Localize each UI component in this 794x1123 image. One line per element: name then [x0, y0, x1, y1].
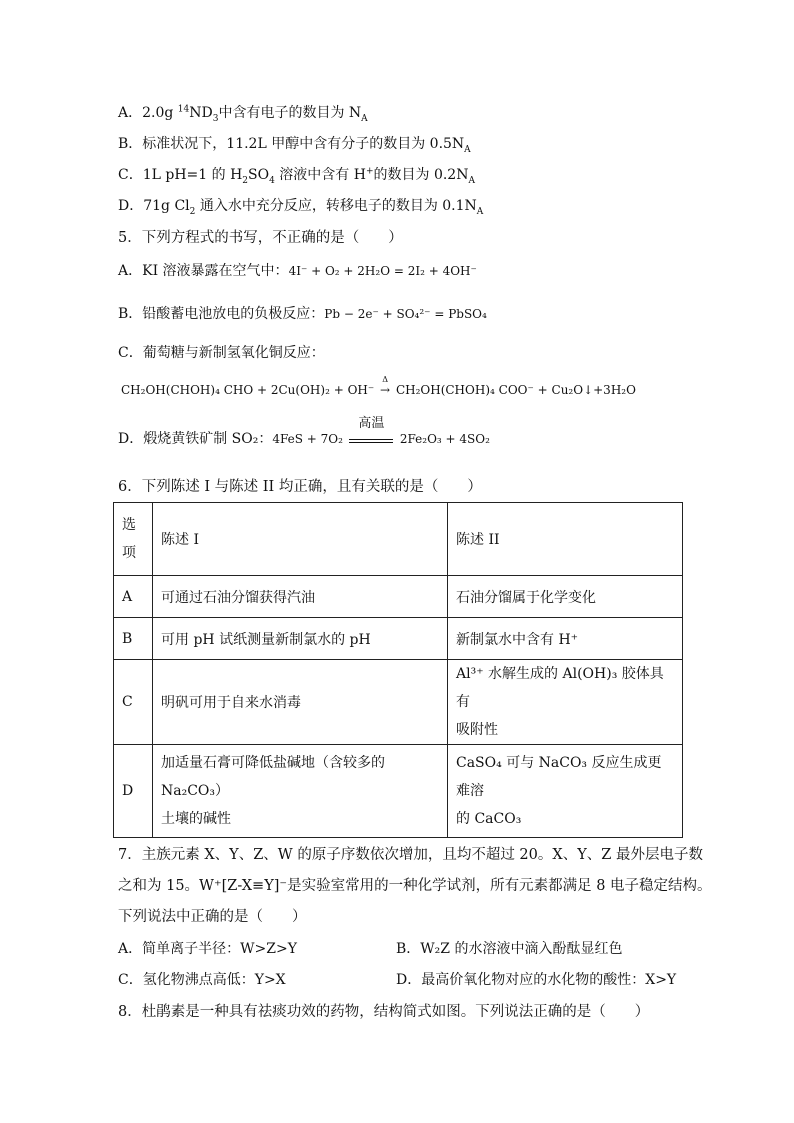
q4-option-b: B．标准状况下，11.2L 甲醇中含有分子的数目为 $0.5N_A$ [118, 136, 471, 155]
q7-option-a: A．简单离子半径：W>Z>Y [118, 941, 297, 957]
table-row [114, 576, 683, 618]
statement-2-cell: 新制氯水中含有 H⁺ [448, 618, 683, 660]
q4-option-d: D．71g $Cl_2$ 通入水中充分反应，转移电子的数目为 $0.1N_A$ [118, 198, 484, 217]
statement-1-cell: 可通过石油分馏获得汽油 [153, 576, 448, 618]
option-cell: D [114, 745, 153, 838]
q5-option-d: D．煅烧黄铁矿制 SO₂：4FeS + 7O₂ 高温 2Fe₂O₃ + 4SO₂ [118, 416, 490, 447]
q6-table [113, 502, 683, 838]
q4-option-c: C．1L pH=1 的 $H_2SO_4$ 溶液中含有 H+的数目为 $0.2N_A$ [118, 166, 475, 186]
q7-stem-line-2: 之和为 15。W⁺[Z-X≡Y]⁻是实验室常用的一种化学试剂，所有元素都满足 8 电子稳定结构。 [118, 878, 712, 894]
statement-1-cell: 加适量石膏可降低盐碱地（含较多的 Na₂CO₃） 土壤的碱性 [153, 745, 448, 838]
table-row [114, 745, 683, 838]
table-row [114, 660, 683, 745]
q7-option-b: B．W₂Z 的水溶液中滴入酚酞显红色 [396, 941, 623, 957]
q7-option-c: C．氢化物沸点高低：Y>X [118, 972, 286, 988]
q5-option-b: B．铅酸蓄电池放电的负极反应：Pb − 2e⁻ + SO₄²⁻ = PbSO₄ [118, 306, 487, 322]
option-cell: C [114, 660, 153, 745]
header-statement-2: 陈述 II [448, 503, 683, 576]
q5-option-c-equation: CH₂OH(CHOH)₄ CHO + 2Cu(OH)₂ + OH⁻ Δ → CH₂OH(CHOH)₄ COO⁻ + Cu₂O↓+3H₂O [121, 375, 636, 397]
table-header-row [114, 503, 683, 576]
option-cell: B [114, 618, 153, 660]
q8-stem: 8．杜鹃素是一种具有祛痰功效的药物，结构简式如图。下列说法正确的是（ ） [118, 1004, 650, 1020]
header-option: 选 项 [114, 503, 153, 576]
statement-1-cell: 可用 pH 试纸测量新制氯水的 pH [153, 618, 448, 660]
high-temperature-arrow: 高温 [349, 431, 393, 443]
q7-stem-line-3: 下列说法中正确的是（ ） [118, 909, 307, 925]
statement-1-cell: 明矾可用于自来水消毒 [153, 660, 448, 745]
q7-stem-line-1: 7．主族元素 X、Y、Z、W 的原子序数依次增加，且均不超过 20。X、Y、Z 最外层电子数 [118, 847, 703, 863]
q4-option-a: A．2.0g $^{14}ND_3$中含有电子的数目为 $N_A$ [118, 104, 368, 124]
q5-option-c: C．葡萄糖与新制氢氧化铜反应： [118, 345, 325, 361]
q5-stem: 5．下列方程式的书写，不正确的是（ ） [118, 230, 403, 246]
heating-arrow: Δ → [380, 375, 391, 397]
statement-2-cell: Al³⁺ 水解生成的 Al(OH)₃ 胶体具有 吸附性 [448, 660, 683, 745]
table-row [114, 618, 683, 660]
q6-stem: 6．下列陈述 I 与陈述 II 均正确，且有关联的是（ ） [118, 479, 482, 495]
header-statement-1: 陈述 I [153, 503, 448, 576]
statement-2-cell: CaSO₄ 可与 NaCO₃ 反应生成更难溶 的 CaCO₃ [448, 745, 683, 838]
statement-2-cell: 石油分馏属于化学变化 [448, 576, 683, 618]
q7-option-d: D．最高价氧化物对应的水化物的酸性：X>Y [396, 972, 677, 988]
option-cell: A [114, 576, 153, 618]
q5-option-a: A．KI 溶液暴露在空气中：4I⁻ + O₂ + 2H₂O = 2I₂ + 4OH⁻ [118, 263, 477, 279]
